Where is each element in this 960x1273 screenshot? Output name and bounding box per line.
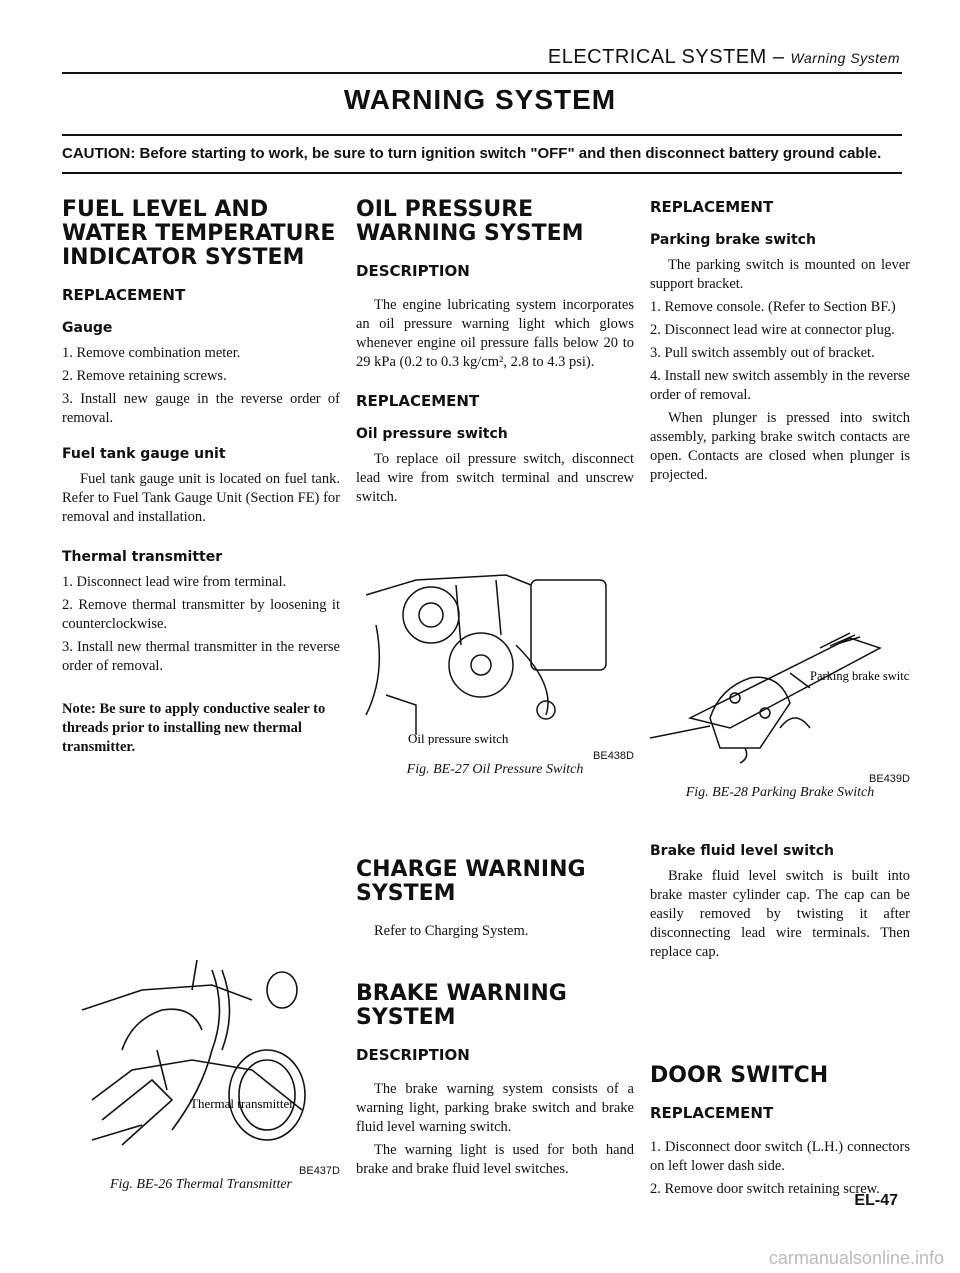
- thermal-label-text: Thermal transmitter: [190, 1096, 294, 1111]
- fuel-tank-text: Fuel tank gauge unit is located on fuel tank. Refer to Fuel Tank Gauge Unit (Section FE) for removal and installation.: [62, 471, 340, 525]
- parking-step: 4. Install new switch assembly in the reverse order of removal.: [650, 368, 910, 403]
- heading-brake-fluid: Brake fluid level switch: [650, 843, 834, 859]
- parking-brake-label: [810, 669, 910, 683]
- running-header: [548, 46, 900, 69]
- parking-brake-illustration: [650, 608, 910, 768]
- page-title: WARNING SYSTEM: [343, 84, 617, 115]
- figure-caption: Fig. BE-28 Parking Brake Switch: [685, 785, 875, 800]
- section-door-switch: [650, 1064, 910, 1203]
- heading-description: DESCRIPTION: [356, 262, 470, 280]
- figure-thermal-label: [190, 1096, 294, 1111]
- thermal-transmitter-illustration: [62, 950, 340, 1160]
- figure-caption: Fig. BE-27 Oil Pressure Switch: [406, 762, 584, 777]
- oil-description-text: The engine lubricating system incorporates an oil pressure warning light which glows whenever engine oil pressure falls below 20 to 29 kPa (0.2 to 0.3 kg/cm², 2.8 to 4.3 psi).: [356, 297, 634, 370]
- heading-replacement: REPLACEMENT: [650, 1104, 774, 1122]
- gauge-step: 1. Remove combination meter.: [62, 345, 241, 361]
- section-brake-warning: [356, 982, 634, 1183]
- heading-brake-warning: BRAKE WARNING SYSTEM: [356, 981, 567, 1030]
- heading-fuel-tank: Fuel tank gauge unit: [62, 446, 226, 462]
- figure-caption: Fig. BE-26 Thermal Transmitter: [109, 1177, 292, 1192]
- oil-pressure-label: Oil pressure switch: [408, 731, 509, 745]
- caution-rule-top: [62, 134, 902, 136]
- brake-text: The warning light is used for both hand brake and brake fluid level switches.: [356, 1142, 634, 1177]
- figure-thermal-transmitter: [62, 950, 340, 1193]
- figure-code: BE437D: [299, 1165, 340, 1177]
- page-number: EL-47: [854, 1192, 898, 1209]
- parking-label-text: Parking brake switch: [810, 669, 910, 683]
- caution-rule-bottom: [62, 172, 902, 174]
- brake-text: The brake warning system consists of a warning light, parking brake switch and brake fluid level warning switch.: [356, 1081, 634, 1135]
- heading-oil-pressure: OIL PRESSURE WARNING SYSTEM: [356, 197, 584, 246]
- heading-description: DESCRIPTION: [356, 1046, 470, 1064]
- section-brake-fluid: [650, 843, 910, 966]
- door-step: 1. Disconnect door switch (L.H.) connectors on left lower dash side.: [650, 1139, 910, 1174]
- header-rule: [62, 72, 902, 74]
- heading-thermal: Thermal transmitter: [62, 549, 223, 565]
- figure-oil-pressure-switch: [356, 565, 634, 778]
- gauge-step: 2. Remove retaining screws.: [62, 368, 227, 384]
- caution-text: CAUTION: Before starting to work, be sure to turn ignition switch "OFF" and then disconnect battery ground cable.: [62, 145, 882, 162]
- thermal-step: 1. Disconnect lead wire from terminal.: [62, 574, 287, 590]
- thermal-step: 2. Remove thermal transmitter by loosening it counterclockwise.: [62, 597, 340, 632]
- column-fuel-water: [62, 198, 340, 757]
- oil-pressure-illustration: [356, 565, 634, 745]
- heading-charge-warning: CHARGE WARNING SYSTEM: [356, 857, 586, 906]
- heading-replacement: REPLACEMENT: [62, 286, 186, 304]
- heading-replacement: REPLACEMENT: [650, 198, 774, 216]
- header-section: ELECTRICAL SYSTEM: [547, 46, 767, 68]
- door-step: 2. Remove door switch retaining screw.: [650, 1181, 880, 1197]
- column-parking-door: [650, 198, 910, 489]
- column-oil-pressure: [356, 198, 634, 511]
- parking-step: 1. Remove console. (Refer to Section BF.): [650, 299, 896, 315]
- figure-parking-brake-switch: [650, 608, 910, 801]
- heading-fuel-level: FUEL LEVEL AND WATER TEMPERATURE INDICATOR SYSTEM: [62, 197, 336, 270]
- parking-step: 2. Disconnect lead wire at connector plug.: [650, 322, 895, 338]
- figure-code: BE438D: [593, 750, 634, 762]
- parking-text: The parking switch is mounted on lever support bracket.: [650, 257, 910, 292]
- section-charge-warning: [356, 858, 634, 945]
- oil-switch-text: To replace oil pressure switch, disconnect lead wire from switch terminal and unscrew switch.: [356, 451, 634, 505]
- heading-replacement: REPLACEMENT: [356, 392, 480, 410]
- heading-oil-switch: Oil pressure switch: [356, 426, 508, 442]
- heading-parking-switch: Parking brake switch: [650, 232, 816, 248]
- thermal-step: 3. Install new thermal transmitter in the reverse order of removal.: [62, 639, 340, 674]
- parking-step: 3. Pull switch assembly out of bracket.: [650, 345, 875, 361]
- header-subsection: Warning System: [790, 50, 900, 66]
- gauge-step: 3. Install new gauge in the reverse order of removal.: [62, 391, 340, 426]
- heading-gauge: Gauge: [62, 320, 113, 336]
- watermark: carmanualsonline.info: [768, 1248, 944, 1268]
- note-thermal: Note: Be sure to apply conductive sealer to threads prior to installing new thermal transmitter.: [62, 701, 326, 755]
- charge-text: Refer to Charging System.: [374, 923, 529, 939]
- figure-code: BE439D: [869, 773, 910, 785]
- parking-note: When plunger is pressed into switch assembly, parking brake switch contacts are open. Contacts are closed when plunger is projected.: [650, 410, 910, 483]
- heading-door-switch: DOOR SWITCH: [650, 1063, 829, 1088]
- brake-fluid-text: Brake fluid level switch is built into brake master cylinder cap. The cap can be easily removed by twisting it after disconnecting lead wire terminals. Then replace cap.: [650, 868, 910, 960]
- header-separator: –: [766, 46, 791, 68]
